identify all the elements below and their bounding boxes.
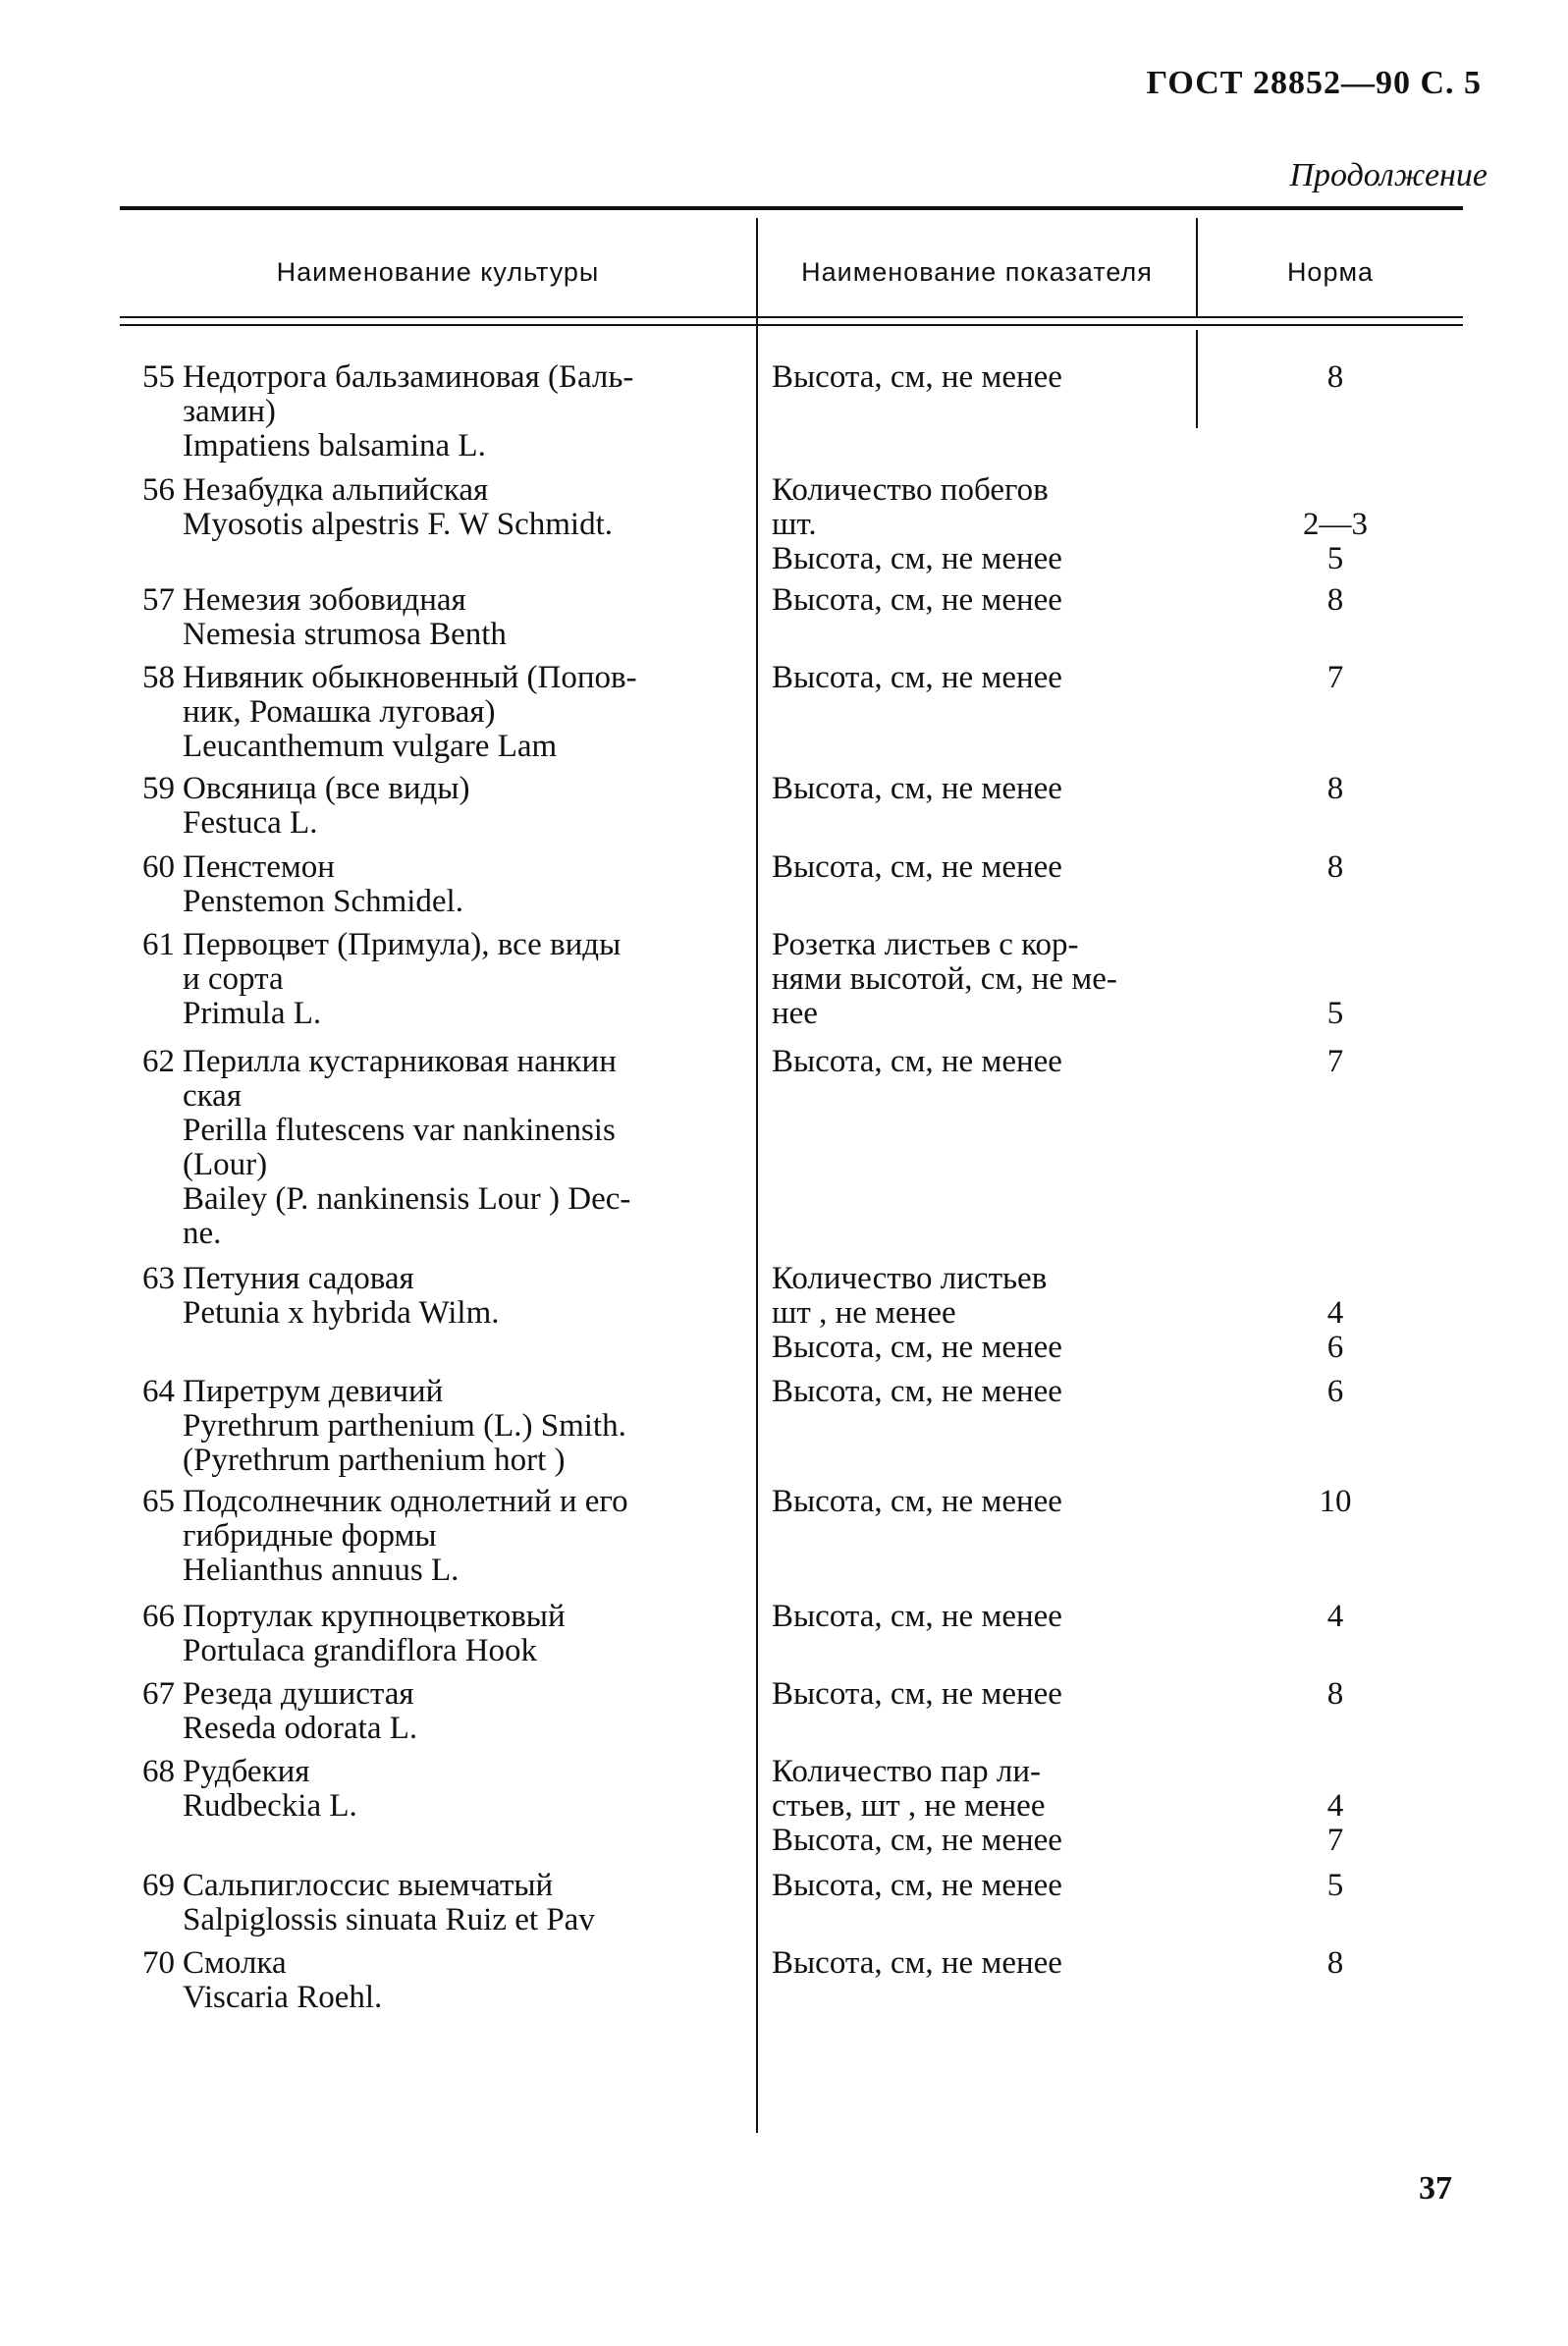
row-number: 56: [142, 472, 175, 508]
row-number: 61: [142, 927, 175, 962]
crop-name-cell: [183, 1045, 752, 1251]
norm-cell: [1217, 583, 1453, 618]
norm-cell: [1217, 1375, 1453, 1409]
row-number: 69: [142, 1868, 175, 1903]
document-reference: ГОСТ 28852—90 С. 5: [1146, 65, 1482, 101]
row-number: 62: [142, 1044, 175, 1079]
indicator-line: шт.: [772, 507, 817, 542]
indicator-cell: [772, 1869, 1184, 1903]
crop-name-line: Смолка: [183, 1945, 287, 1981]
indicator-line: Высота, см, не менее: [772, 771, 1062, 806]
crop-name-cell: [183, 1869, 752, 1937]
crop-name-line: Пиретрум девичий: [183, 1374, 444, 1409]
crop-name-cell: [183, 1485, 752, 1588]
row-number: 67: [142, 1676, 175, 1712]
row-number: 66: [142, 1599, 175, 1634]
norm-value: 7: [1326, 1044, 1344, 1079]
crop-name-line: Helianthus annuus L.: [183, 1553, 460, 1588]
crop-name-cell: [183, 360, 752, 464]
indicator-line: Высота, см, не менее: [772, 541, 1062, 576]
indicator-line: Высота, см, не менее: [772, 582, 1062, 618]
crop-name-line: Портулак крупноцветковый: [183, 1599, 566, 1634]
indicator-cell: [772, 1375, 1184, 1409]
row-number: 63: [142, 1261, 175, 1296]
norm-value: 8: [1326, 1945, 1344, 1981]
row-number: 65: [142, 1484, 175, 1519]
indicator-cell: [772, 1045, 1184, 1079]
norm-cell: [1217, 1045, 1453, 1079]
norm-value: [1217, 1262, 1453, 1296]
row-number: 60: [142, 849, 175, 885]
norm-cell: [1217, 1755, 1453, 1858]
norm-cell: [1217, 1869, 1453, 1903]
norm-value: 2—3: [1303, 507, 1368, 542]
crop-name-line: ne.: [183, 1216, 222, 1251]
norm-value: 5: [1326, 541, 1344, 576]
crop-name-line: Первоцвет (Примула), все виды: [183, 927, 622, 962]
indicator-cell: [772, 473, 1184, 576]
row-number: 58: [142, 660, 175, 695]
row-number: 57: [142, 582, 175, 618]
indicator-cell: [772, 1755, 1184, 1858]
norm-value: 6: [1326, 1374, 1344, 1409]
crop-name-line: Резеда душистая: [183, 1676, 414, 1712]
crop-name-line: Овсяница (все виды): [183, 771, 470, 806]
crop-name-line: Петуния садовая: [183, 1261, 414, 1296]
norm-value: 4: [1326, 1788, 1344, 1824]
indicator-line: Количество листьев: [772, 1261, 1048, 1296]
crop-name-line: Немезия зобовидная: [183, 582, 466, 618]
crop-name-line: Viscaria Roehl.: [183, 1980, 383, 2015]
indicator-line: нями высотой, см, не ме-: [772, 961, 1117, 997]
crop-name-line: ник, Ромашка луговая): [183, 694, 496, 730]
norm-value: [1217, 962, 1453, 997]
indicator-cell: [772, 583, 1184, 618]
norm-value: 4: [1326, 1295, 1344, 1331]
norm-cell: [1217, 772, 1453, 806]
norm-cell: [1217, 360, 1453, 395]
crop-name-cell: [183, 1755, 752, 1824]
crop-name-line: Primula L.: [183, 996, 322, 1031]
crop-name-cell: [183, 661, 752, 764]
indicator-cell: [772, 661, 1184, 695]
crop-name-line: Petunia x hybrida Wilm.: [183, 1295, 500, 1331]
column-divider-1: [756, 218, 758, 2133]
page-number: 37: [1419, 2170, 1452, 2207]
indicator-cell: [772, 1600, 1184, 1634]
norm-cell: [1217, 661, 1453, 695]
norm-value: [1217, 928, 1453, 962]
crop-name-cell: [183, 1375, 752, 1478]
norm-cell: [1217, 850, 1453, 885]
crop-name-line: Impatiens balsamina L.: [183, 428, 486, 464]
table-top-rule: [120, 206, 1463, 210]
crop-name-line: Nemesia strumosa Benth: [183, 617, 507, 652]
indicator-cell: [772, 1677, 1184, 1712]
column-header-norm: Норма: [1286, 257, 1375, 287]
indicator-line: Высота, см, не менее: [772, 1599, 1062, 1634]
crop-name-cell: [183, 928, 752, 1031]
crop-name-line: Portulaca grandiflora Hook: [183, 1633, 538, 1668]
crop-name-line: Недотрога бальзаминовая (Баль-: [183, 359, 634, 395]
norm-value: 8: [1326, 582, 1344, 618]
indicator-line: Высота, см, не менее: [772, 1945, 1062, 1981]
norm-cell: [1217, 928, 1453, 1031]
crop-name-cell: [183, 1600, 752, 1668]
indicator-line: Высота, см, не менее: [772, 1676, 1062, 1712]
indicator-cell: [772, 1946, 1184, 1981]
indicator-cell: [772, 850, 1184, 885]
crop-name-cell: [183, 850, 752, 919]
norm-value: 6: [1326, 1330, 1344, 1365]
crop-name-line: Bailey (P. nankinensis Lour ) Dec-: [183, 1181, 631, 1217]
norm-value: 7: [1326, 1823, 1344, 1858]
indicator-line: Высота, см, не менее: [772, 660, 1062, 695]
indicator-line: нее: [772, 996, 818, 1031]
indicator-line: Высота, см, не менее: [772, 849, 1062, 885]
header-bottom-rule-1: [120, 316, 1463, 318]
crop-name-line: Сальпиглоссис выемчатый: [183, 1868, 554, 1903]
norm-value: 8: [1326, 771, 1344, 806]
norm-value: 7: [1326, 660, 1344, 695]
row-number: 70: [142, 1945, 175, 1981]
crop-name-cell: [183, 1677, 752, 1746]
crop-name-line: Рудбекия: [183, 1754, 310, 1789]
indicator-cell: [772, 1262, 1184, 1365]
crop-name-line: Пенстемон: [183, 849, 335, 885]
norm-cell: [1217, 1262, 1453, 1365]
indicator-cell: [772, 772, 1184, 806]
crop-name-cell: [183, 473, 752, 542]
crop-name-line: ская: [183, 1078, 243, 1114]
crop-name-line: Pyrethrum parthenium (L.) Smith.: [183, 1408, 626, 1444]
crop-name-line: замин): [183, 394, 276, 429]
crop-name-line: Rudbeckia L.: [183, 1788, 357, 1824]
column-divider-2-body: [1196, 330, 1198, 428]
crop-name-cell: [183, 1262, 752, 1331]
norm-value: 5: [1326, 1868, 1344, 1903]
norm-value: [1217, 473, 1453, 508]
continuation-label: Продолжение: [1289, 157, 1487, 193]
indicator-line: стьев, шт , не менее: [772, 1788, 1046, 1824]
crop-name-line: Reseda odorata L.: [183, 1711, 418, 1746]
norm-value: 10: [1319, 1484, 1352, 1519]
norm-value: 4: [1326, 1599, 1344, 1634]
indicator-line: Высота, см, не менее: [772, 1044, 1062, 1079]
crop-name-line: Penstemon Schmidel.: [183, 884, 463, 919]
indicator-line: Высота, см, не менее: [772, 1374, 1062, 1409]
crop-name-line: Leucanthemum vulgare Lam: [183, 729, 558, 764]
norm-cell: [1217, 473, 1453, 576]
crop-name-line: (Lour): [183, 1147, 268, 1182]
norm-value: 5: [1326, 996, 1344, 1031]
row-number: 64: [142, 1374, 175, 1409]
column-header-indicator: Наименование показателя: [801, 257, 1153, 287]
norm-cell: [1217, 1677, 1453, 1712]
crop-name-line: Salpiglossis sinuata Ruiz et Pav: [183, 1902, 595, 1937]
indicator-line: Высота, см, не менее: [772, 359, 1062, 395]
crop-name-line: Нивяник обыкновенный (Попов-: [183, 660, 637, 695]
crop-name-line: Подсолнечник однолетний и его: [183, 1484, 628, 1519]
row-number: 68: [142, 1754, 175, 1789]
norm-value: 8: [1326, 359, 1344, 395]
norm-cell: [1217, 1946, 1453, 1981]
indicator-cell: [772, 360, 1184, 395]
row-number: 59: [142, 771, 175, 806]
norm-value: 8: [1326, 849, 1344, 885]
crop-name-line: Незабудка альпийская: [183, 472, 489, 508]
indicator-line: Высота, см, не менее: [772, 1484, 1062, 1519]
crop-name-cell: [183, 1946, 752, 2015]
indicator-cell: [772, 928, 1184, 1031]
norm-cell: [1217, 1485, 1453, 1519]
indicator-line: Высота, см, не менее: [772, 1868, 1062, 1903]
indicator-line: Высота, см, не менее: [772, 1330, 1062, 1365]
indicator-line: Розетка листьев с кор-: [772, 927, 1079, 962]
indicator-line: Количество пар ли-: [772, 1754, 1041, 1789]
crop-name-line: гибридные формы: [183, 1518, 437, 1554]
norm-value: 8: [1326, 1676, 1344, 1712]
crop-name-line: Myosotis alpestris F. W Schmidt.: [183, 507, 614, 542]
indicator-line: Высота, см, не менее: [772, 1823, 1062, 1858]
crop-name-line: и сорта: [183, 961, 284, 997]
header-bottom-rule-2: [120, 324, 1463, 326]
column-header-crop: Наименование культуры: [276, 257, 600, 287]
norm-cell: [1217, 1600, 1453, 1634]
crop-name-line: Perilla flutescens var nankinensis: [183, 1113, 616, 1148]
norm-value: [1217, 1755, 1453, 1789]
row-number: 55: [142, 359, 175, 395]
crop-name-line: (Pyrethrum parthenium hort ): [183, 1443, 566, 1478]
crop-name-cell: [183, 772, 752, 841]
crop-name-line: Перилла кустарниковая нанкин: [183, 1044, 617, 1079]
indicator-line: шт , не менее: [772, 1295, 956, 1331]
indicator-cell: [772, 1485, 1184, 1519]
crop-name-line: Festuca L.: [183, 805, 318, 841]
indicator-line: Количество побегов: [772, 472, 1049, 508]
crop-name-cell: [183, 583, 752, 652]
